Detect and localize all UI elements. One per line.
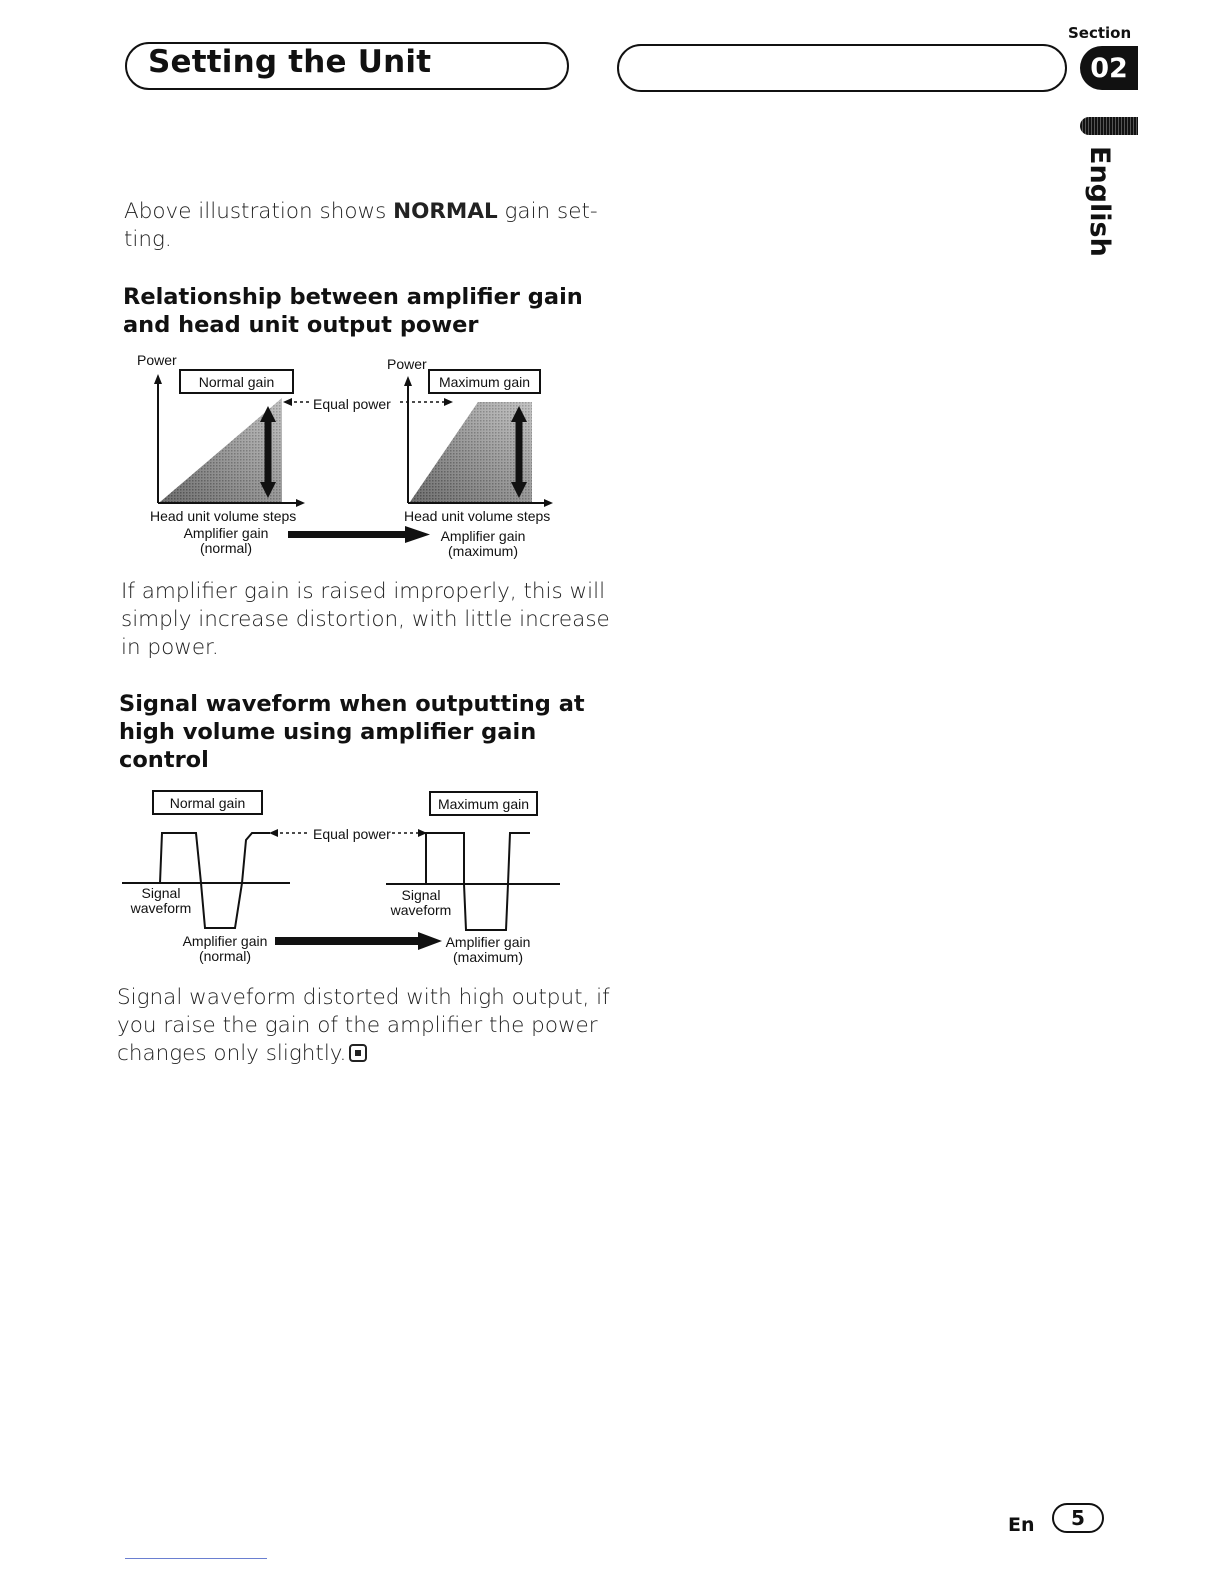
footer-language: En [1008, 1514, 1035, 1536]
maximum-gain-box: Maximum gain [428, 369, 541, 394]
gain-increase-arrow-1 [288, 531, 408, 538]
amp-gain-normal-label-2: Amplifier gain (normal) [182, 933, 268, 964]
amp-gain-maximum-label-2: Amplifier gain (maximum) [445, 934, 531, 965]
section1-heading-line1: Relationship between amplifier gain [123, 284, 583, 310]
intro-text-line2: ting. [124, 227, 172, 252]
language-tab-label: English [1084, 146, 1115, 257]
intro-text-prefix: Above illustration shows [124, 199, 394, 224]
amp-gain-maximum-label: Amplifier gain (maximum) [440, 528, 526, 559]
intro-text-suffix: gain set- [497, 199, 598, 224]
section2-heading: Signal waveform when outputting at high volume using amplifier gain control [119, 691, 585, 773]
left-power-label: Power [137, 352, 177, 368]
equal-power-label: Equal power [313, 396, 391, 412]
right-x-axis-label: Head unit volume steps [404, 508, 551, 524]
section2-body: Signal waveform distorted with high output, if you raise the gain of the amplifier the power changes only slightly. [117, 985, 610, 1066]
intro-bold-normal: NORMAL [393, 199, 498, 224]
left-y-arrowhead [154, 374, 162, 384]
amp-gain-normal-label: Amplifier gain (normal) [183, 525, 269, 556]
bottom-rule [125, 1558, 267, 1559]
left-x-axis-label: Head unit volume steps [150, 508, 297, 524]
section1-body: If amplifier gain is raised improperly, this will simply increase distortion, with little increase in power. [121, 579, 610, 660]
normal-gain-box: Normal gain [179, 369, 294, 394]
gain-increase-arrow-2 [275, 937, 421, 945]
section-label: Section [1068, 24, 1132, 42]
right-y-arrowhead [404, 376, 412, 386]
signal-waveform-left-label: Signal waveform [130, 885, 192, 916]
left-x-arrowhead [296, 499, 305, 507]
right-x-arrowhead [544, 499, 553, 507]
section-number-badge: 02 [1080, 46, 1138, 90]
right-power-label: Power [387, 356, 427, 372]
equal-power-label-2: Equal power [313, 826, 391, 842]
signal-waveform-right-label: Signal waveform [390, 887, 452, 918]
maximum-gain-box-2: Maximum gain [429, 791, 538, 816]
end-of-section-icon [349, 1044, 367, 1062]
section1-heading-line2: and head unit output power [123, 312, 479, 338]
page-number: 5 [1052, 1503, 1104, 1533]
page-title: Setting the Unit [148, 44, 432, 80]
normal-gain-box-2: Normal gain [152, 790, 263, 815]
